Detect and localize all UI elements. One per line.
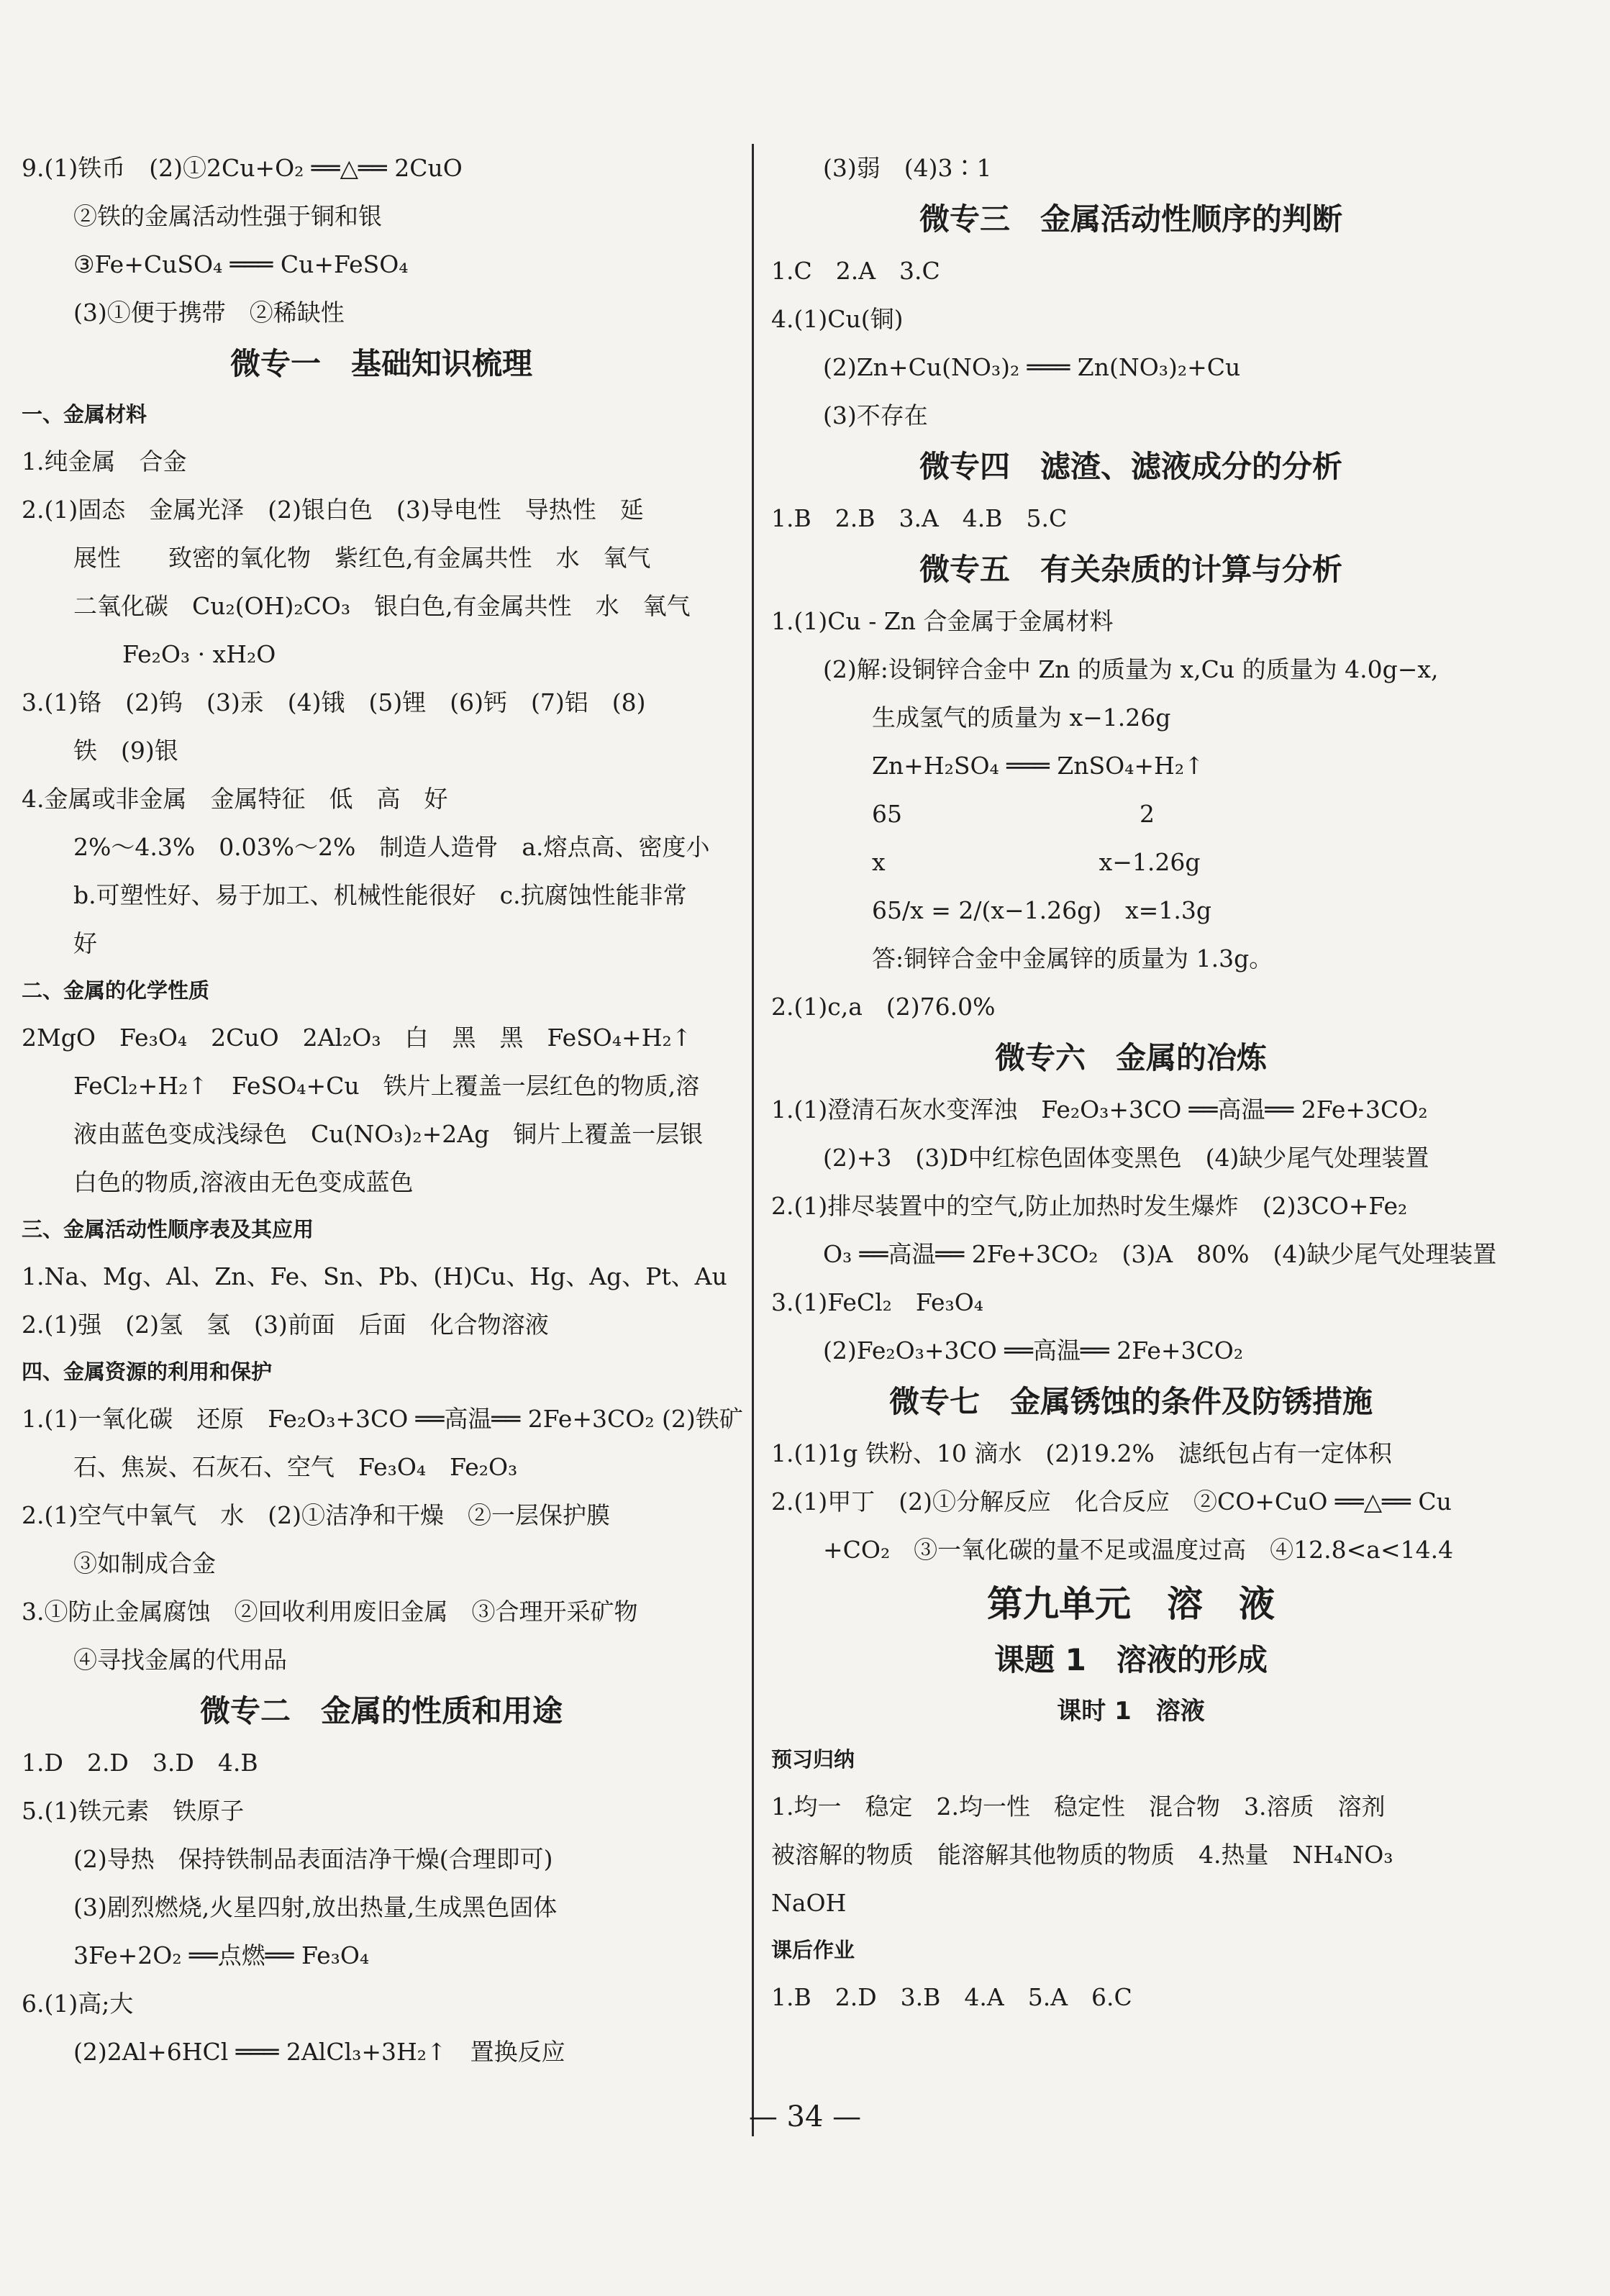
answer-line: 3.(1)铬 (2)钨 (3)汞 (4)锇 (5)锂 (6)钙 (7)铝 (8): [22, 688, 646, 716]
answer-line: 铁 (9)银: [73, 737, 178, 765]
section-heading: 微专一 基础知识梳理: [229, 346, 532, 381]
answer-line: 1.D 2.D 3.D 4.B: [22, 1749, 258, 1777]
answer-line: (2)Zn+Cu(NO₃)₂ ═══ Zn(NO₃)₂+Cu: [823, 353, 1241, 381]
answer-line: 答:铜锌合金中金属锌的质量为 1.3g。: [872, 944, 1273, 972]
answer-line: 1.(1)Cu - Zn 合金属于金属材料: [771, 607, 1114, 635]
answer-line: (3)不存在: [823, 401, 928, 429]
answer-line: 被溶解的物质 能溶解其他物质的物质 4.热量 NH₄NO₃: [771, 1841, 1393, 1869]
answer-line: 6.(1)高;大: [22, 1990, 134, 2018]
section-heading: 课时 1 溶液: [1057, 1697, 1205, 1726]
answer-line: 65/x = 2/(x−1.26g) x=1.3g: [872, 896, 1211, 924]
answer-line: 2.(1)强 (2)氢 氢 (3)前面 后面 化合物溶液: [22, 1311, 549, 1339]
answer-line: 1.B 2.B 3.A 4.B 5.C: [771, 504, 1068, 532]
section-heading: 四、金属资源的利用和保护: [22, 1359, 273, 1384]
section-heading: 微专四 滤渣、滤液成分的分析: [919, 449, 1342, 484]
answer-line: 3.①防止金属腐蚀 ②回收利用废旧金属 ③合理开采矿物: [22, 1598, 638, 1626]
answer-line: ④寻找金属的代用品: [73, 1646, 287, 1674]
section-heading: 预习归纳: [771, 1747, 855, 1772]
section-heading: 二、金属的化学性质: [22, 978, 210, 1003]
answer-line: ②铁的金属活动性强于铜和银: [73, 202, 382, 230]
answer-line: 石、焦炭、石灰石、空气 Fe₃O₄ Fe₂O₃: [73, 1453, 518, 1481]
answer-line: 3Fe+2O₂ ══点燃══ Fe₃O₄: [73, 1941, 370, 1969]
answer-line: 1.均一 稳定 2.均一性 稳定性 混合物 3.溶质 溶剂: [771, 1792, 1386, 1821]
answer-line: 2.(1)固态 金属光泽 (2)银白色 (3)导电性 导热性 延: [22, 496, 644, 524]
answer-line: 白色的物质,溶液由无色变成蓝色: [73, 1168, 414, 1196]
section-heading: 一、金属材料: [22, 402, 147, 427]
answer-line: 二氧化碳 Cu₂(OH)₂CO₃ 银白色,有金属共性 水 氧气: [73, 592, 691, 620]
section-heading: 第九单元 溶 液: [987, 1583, 1275, 1625]
column-divider: [752, 144, 754, 2136]
answer-line: NaOH: [771, 1889, 847, 1917]
answer-line: (3)剧烈燃烧,火星四射,放出热量,生成黑色固体: [73, 1893, 558, 1921]
answer-line: 2MgO Fe₃O₄ 2CuO 2Al₂O₃ 白 黑 黑 FeSO₄+H₂↑: [22, 1024, 692, 1052]
answer-line: (2)Fe₂O₃+3CO ══高温══ 2Fe+3CO₂: [823, 1336, 1244, 1365]
answer-line: 液由蓝色变成浅绿色 Cu(NO₃)₂+2Ag 铜片上覆盖一层银: [73, 1120, 704, 1148]
answer-line: Fe₂O₃ · xH₂O: [122, 640, 276, 668]
answer-line: 4.(1)Cu(铜): [771, 305, 904, 333]
answer-line: 生成氢气的质量为 x−1.26g: [872, 703, 1171, 732]
answer-line: FeCl₂+H₂↑ FeSO₄+Cu 铁片上覆盖一层红色的物质,溶: [73, 1072, 700, 1100]
answer-line: (3)①便于携带 ②稀缺性: [73, 299, 345, 327]
answer-line: 3.(1)FeCl₂ Fe₃O₄: [771, 1288, 984, 1316]
answer-line: 1.(1)澄清石灰水变浑浊 Fe₂O₃+3CO ══高温══ 2Fe+3CO₂: [771, 1095, 1428, 1124]
answer-line: 好: [73, 929, 97, 957]
section-heading: 课后作业: [771, 1938, 855, 1962]
section-heading: 微专三 金属活动性顺序的判断: [919, 201, 1342, 237]
answer-line: 展性 致密的氧化物 紫红色,有金属共性 水 氧气: [73, 544, 651, 572]
answer-line: b.可塑性好、易于加工、机械性能很好 c.抗腐蚀性能非常: [73, 881, 687, 909]
section-heading: 微专五 有关杂质的计算与分析: [919, 552, 1342, 587]
answer-line: 65 2: [872, 800, 1155, 828]
left-column: [22, 144, 741, 2076]
answer-line: O₃ ══高温══ 2Fe+3CO₂ (3)A 80% (4)缺少尾气处理装置: [823, 1240, 1497, 1268]
section-heading: 微专二 金属的性质和用途: [199, 1693, 563, 1728]
answer-line: 2.(1)排尽装置中的空气,防止加热时发生爆炸 (2)3CO+Fe₂: [771, 1192, 1408, 1220]
answer-line: ③Fe+CuSO₄ ═══ Cu+FeSO₄: [73, 250, 409, 278]
answer-line: 1.(1)1g 铁粉、10 滴水 (2)19.2% 滤纸包占有一定体积: [771, 1439, 1392, 1467]
answer-line: +CO₂ ③一氧化碳的量不足或温度过高 ④12.8<a<14.4: [823, 1536, 1454, 1564]
answer-line: 2%～4.3% 0.03%～2% 制造人造骨 a.熔点高、密度小: [73, 833, 710, 861]
answer-line: 1.C 2.A 3.C: [771, 257, 940, 285]
answer-line: 2.(1)甲丁 (2)①分解反应 化合反应 ②CO+CuO ══△══ Cu: [771, 1488, 1452, 1516]
answer-line: (3)弱 (4)3∶1: [823, 154, 992, 182]
answer-line: x x−1.26g: [872, 848, 1201, 876]
answer-line: 2.(1)c,a (2)76.0%: [771, 993, 996, 1021]
answer-line: 1.B 2.D 3.B 4.A 5.A 6.C: [771, 1983, 1132, 2011]
section-heading: 三、金属活动性顺序表及其应用: [22, 1217, 314, 1242]
answer-line: 9.(1)铁币 (2)①2Cu+O₂ ══△══ 2CuO: [22, 154, 463, 182]
answer-line: ③如制成合金: [73, 1549, 216, 1577]
answer-line: 2.(1)空气中氧气 水 (2)①洁净和干燥 ②一层保护膜: [22, 1501, 610, 1529]
answer-line: 1.(1)一氧化碳 还原 Fe₂O₃+3CO ══高温══ 2Fe+3CO₂ (2)铁矿: [22, 1405, 743, 1433]
answer-line: 1.纯金属 合金: [22, 447, 187, 475]
section-heading: 微专六 金属的冶炼: [994, 1040, 1267, 1075]
page-number: — 34 —: [748, 2100, 862, 2133]
section-heading: 课题 1 溶液的形成: [994, 1642, 1268, 1677]
right-column: [771, 144, 1497, 2021]
answer-line: (2)导热 保持铁制品表面洁净干燥(合理即可): [73, 1845, 553, 1873]
answer-line: (2)+3 (3)D中红棕色固体变黑色 (4)缺少尾气处理装置: [823, 1144, 1429, 1172]
answer-line: 4.金属或非金属 金属特征 低 高 好: [22, 785, 448, 813]
answer-line: 1.Na、Mg、Al、Zn、Fe、Sn、Pb、(H)Cu、Hg、Ag、Pt、Au: [22, 1262, 727, 1290]
answer-line: 5.(1)铁元素 铁原子: [22, 1797, 245, 1825]
answer-line: (2)解:设铜锌合金中 Zn 的质量为 x,Cu 的质量为 4.0g−x,: [823, 655, 1439, 683]
answer-line: (2)2Al+6HCl ═══ 2AlCl₃+3H₂↑ 置换反应: [73, 2038, 565, 2066]
answer-line: Zn+H₂SO₄ ═══ ZnSO₄+H₂↑: [872, 752, 1204, 780]
section-heading: 微专七 金属锈蚀的条件及防锈措施: [888, 1384, 1373, 1419]
